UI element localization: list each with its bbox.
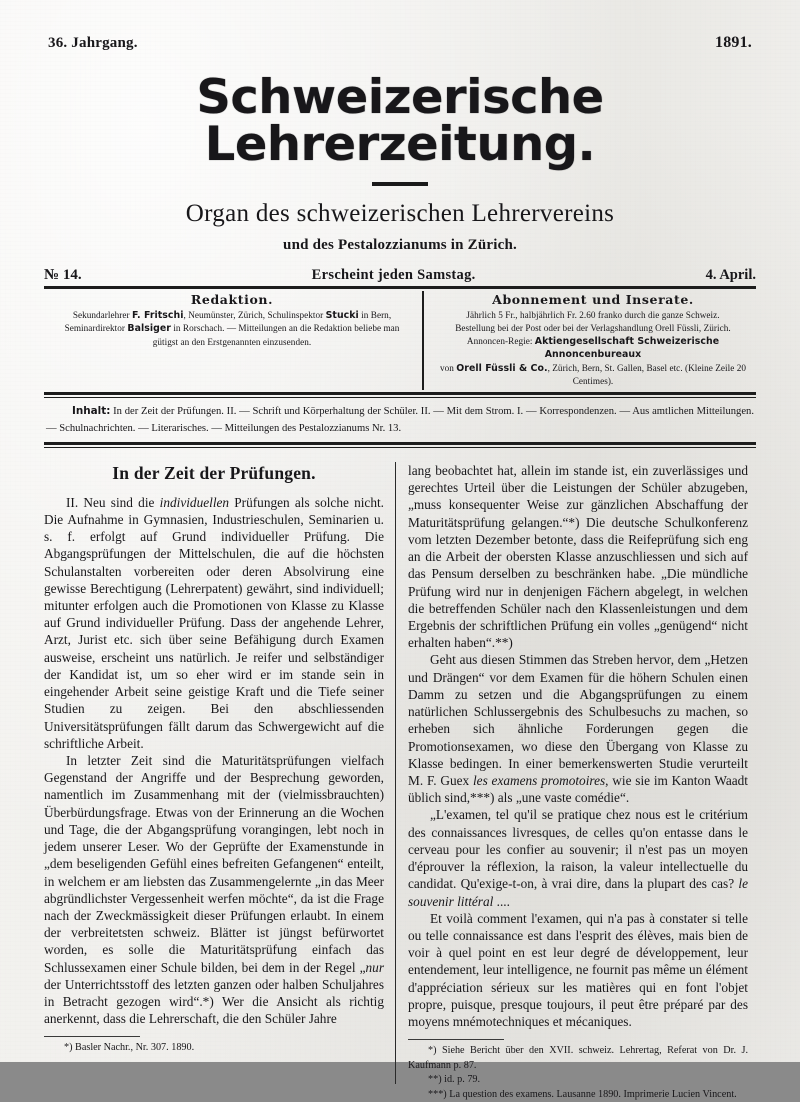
article-paragraph [408, 806, 748, 909]
body-top-rule [44, 447, 756, 448]
redaktion-editor-1: F. Fritschi [131, 310, 184, 321]
para2-part2: der Unterrichtsstoff des letzten ganzen oder halben Schuljahres in Betracht gezogen wird“.*) Wer die Ansicht als richtig anerkennt, dass die Lehrerschaft, die den Schüler Jahre [44, 976, 384, 1027]
redaktion-heading: Redaktion. [190, 292, 274, 307]
redaktion-line2-post: in Rorschach. — Mitteilungen an die Redaktion beliebe man [170, 323, 400, 334]
redaktion-details [48, 309, 416, 349]
masthead-info-box [44, 289, 756, 392]
abonnement-publisher-name: Orell Füssli & Co. [456, 362, 548, 374]
volume-label: 36. Jahrgang. [48, 35, 138, 51]
rpara2-italic-examens-promotoires: les examens promotoires [472, 772, 606, 788]
redaktion-editor-3: Balsiger [127, 323, 171, 335]
redaktion-line2-pre: Seminardirektor [64, 323, 128, 334]
abonnement-heading: Abonnement und Inserate. [492, 292, 694, 307]
right-column [408, 462, 748, 1102]
issue-line [44, 267, 756, 284]
rpara3-part1: „L'examen, tel qu'il se pratique chez nous est le critérium des connaissances livresques, de celles qu'on entasse dans le cerveau pour les confier au souvenir; il n'est pas un moyen d'éprouver la réflexion, la raison, la valeur intellectuelle du candidat. Qu'exige-t-on, à vrai dire, dans la plupart des cas? [408, 807, 748, 892]
left-footnotes [44, 1041, 384, 1055]
article-paragraph [44, 494, 384, 752]
footnote-item: *) Siehe Bericht über den XVII. schweiz. Lehrertag, Referat von Dr. J. Kaufmann p. 87. [408, 1045, 748, 1071]
article-paragraph [44, 752, 384, 1028]
article-paragraph: lang beobachtet hat, allein im stande ist, ein zuverlässiges und gerechtes Urteil über die Leistungen der Schüler abzugeben, „muss konsequenter Weise zur gänzlichen Abschaffung der Maturitätsprüfung gelangen.“*) Die deutsche Schulkonferenz vom letzten Dezember betonte, dass die Reifeprüfung sich eng an die Arbeit der obersten Klasse anzuschliessen und sich auf das Pensum derselben zu beschränken habe. „Die mündliche Prüfung wird nur in denjenigen Fächern abgelegt, in welchen die betreffenden Schüler nach den Klassenleistungen und dem Ergebnis der schriftlichen Prüfung ein volles „genügend“ nicht erhalten haben“.**) [408, 463, 748, 651]
publication-frequency: Erscheint jeden Samstag. [311, 267, 476, 283]
article-paragraph [408, 651, 748, 806]
issue-number: № 14. [44, 267, 82, 283]
rpara2-part1: Geht aus diesen Stimmen das Streben hervor, dem „Hetzen und Drängen“ vor dem Examen für die höhern Schulen einen Damm zu setzen und die Abgangsprüfungen zu einem natürlichen Schlussergebnis des Schulbesuchs zu machen, so erheben sich ähnliche Forderungen gegen die Promotionsexamen, wo diese den Übergang von Klasse zu Klasse bedingen. In einer bemerkenswerten Studie verurteilt M. F. Guex [408, 652, 748, 788]
abonnement-publisher-post: , Zürich, Bern, St. Gallen, Basel etc. (Kleine Zeile 20 Centimes). [547, 362, 747, 387]
abonnement-order-line: Bestellung bei der Post oder bei der Verlagshandlung Orell Füssli, Zürich. [455, 323, 731, 334]
para1-part1: II. Neu sind die [66, 494, 160, 510]
abonnement-column [430, 289, 756, 392]
contents-label: Inhalt: [72, 405, 111, 418]
rpara3-italic-souvenir-litteral: le souvenir littéral [408, 876, 748, 909]
redaktion-line1-post: in Bern, [358, 310, 392, 320]
rpara2-part2: , wie sie im Kanton Waadt üblich sind,***) als „une vaste comédie“. [408, 772, 748, 806]
footnote-item: ***) La question des examens. Lausanne 1890. Imprimerie Lucien Vincent. [428, 1088, 737, 1100]
column-separator [384, 462, 408, 1102]
article-title: In der Zeit der Prüfungen. [112, 463, 316, 484]
masthead-topline [44, 0, 756, 52]
footnote-item: **) id. p. 79. [428, 1074, 481, 1086]
redaktion-line1-pre: Sekundarlehrer [72, 310, 132, 320]
rpara3-part2: .... [493, 893, 510, 909]
para1-part2: Prüfungen als solche nicht. Die Aufnahme in Gymnasien, Industrieschulen, Seminarien u. s. f. erfolgt auf Grund individueller Prüfung. Die Abgangsprüfungen der Mittelschulen, die auf die höchsten Schulanstalten vorbereiten oder deren Absolvirung eine gewisse Berechtigung (Lehrerpatent) gewährt, sind individuell; mitunter erfolgen auch die Promotionen von Klasse zu Klasse auf Grund individueller Prüfung. Dass der angehende Lehrer, Arzt, Jurist etc. sich über seine Befähigung durch Examen ausweise, erscheint uns natürlich. Je reifer und selbständiger der Kandidat ist, um so eher wird er im stande sein in eingehender Arbeit seine geistige Kraft und die Tiefe seiner Studien zu zeigen. Bei den abschliessenden Universitätsprüfungen fällt darum das Schwergewicht auf die schriftliche Arbeit. [44, 494, 384, 751]
masthead-divider-rule [372, 182, 428, 186]
contents-block [44, 398, 756, 442]
left-footnote-rule [44, 1036, 140, 1037]
footnote-item: *) Basler Nachr., Nr. 307. 1890. [64, 1042, 195, 1054]
year-label: 1891. [715, 34, 752, 51]
issue-date: 4. April. [705, 267, 756, 283]
para2-part1: In letzter Zeit sind die Maturitätsprüfungen vielfach Gegenstand der Angriffe und der Besprechung geworden, namentlich im Zusammenhang mit der (vielmissbrauchten) Überbürdungsfrage. Etwas von der Erinnerung an die Wochen und Tage, die der Abgangsprüfung vorangingen, lebt noch in jedem unserer Leser. Wo der Geprüfte der Examenstunde in „dem beseligenden Gefühl eines befreiten Gefangenen“ enteilt, in welchem er am liebsten das Zusammengelernte „in das Meer abgründlichster Vergessenheit werfen möchte“, da ist die Frage nach der Zweckmässigkeit dieser Prüfungen erlaubt. In einem der verbreitetsten schweiz. Blätter ist jüngst befürwortet worden, es solle die Maturitätsprüfung einfach das Schlussexamen einer Schule bilden, bei dem in der Regel „ [44, 752, 384, 975]
abonnement-details [434, 309, 752, 388]
masthead-subtitle-secondary: und des Pestalozzianums in Zürich. [283, 237, 517, 253]
right-footnote-rule [408, 1039, 504, 1040]
para1-italic-individuellen: individuellen [159, 494, 230, 510]
redaktion-line3: gütigst an den Erstgenannten einzusenden. [152, 336, 312, 347]
infobox-vertical-divider [422, 291, 424, 390]
masthead-subtitle-primary: Organ des schweizerischen Lehrervereins [185, 200, 615, 227]
right-footnotes [408, 1044, 748, 1102]
redaktion-line1-mid: , Neumünster, Zürich, Schulinspektor [183, 310, 326, 320]
redaktion-column [44, 289, 420, 392]
redaktion-editor-2: Stucki [325, 310, 359, 321]
masthead-title: Schweizerische Lehrerzeitung. [196, 70, 604, 172]
contents-text: In der Zeit der Prüfungen. II. — Schrift und Körperhaltung der Schüler. II. — Mit dem Strom. I. — Korrespondenzen. — Aus amtlichen Mitteilungen. — Schulnachrichten. — Literarisches. — Mitteilungen des Pestalozzianums Nr. 13. [46, 406, 754, 434]
article-columns [44, 462, 756, 1102]
article-paragraph: Et voilà comment l'examen, qui n'a pas à constater si telle ou telle connaissance est dans l'esprit des élèves, mais bien de voir à quel point en est leur degré de développement, leur entendement, leur intelligence, ne fournit pas même un élément d'appréciation sérieux sur les matières qui en font l'objet propre, puisque, presque toujours, il peut être préparé par des moyens mnémotechniques et mécaniques. [408, 910, 748, 1030]
abonnement-agency-pre: Annoncen-Regie: [466, 336, 535, 347]
abonnement-price-line: Jährlich 5 Fr., halbjährlich Fr. 2.60 franko durch die ganze Schweiz. [466, 310, 720, 320]
para2-italic-nur: nur [365, 959, 384, 975]
abonnement-agency-name: Aktiengesellschaft Schweizerische Annoncenbureaux [534, 336, 720, 361]
left-column [44, 462, 384, 1102]
abonnement-publisher-pre: von [439, 362, 457, 373]
